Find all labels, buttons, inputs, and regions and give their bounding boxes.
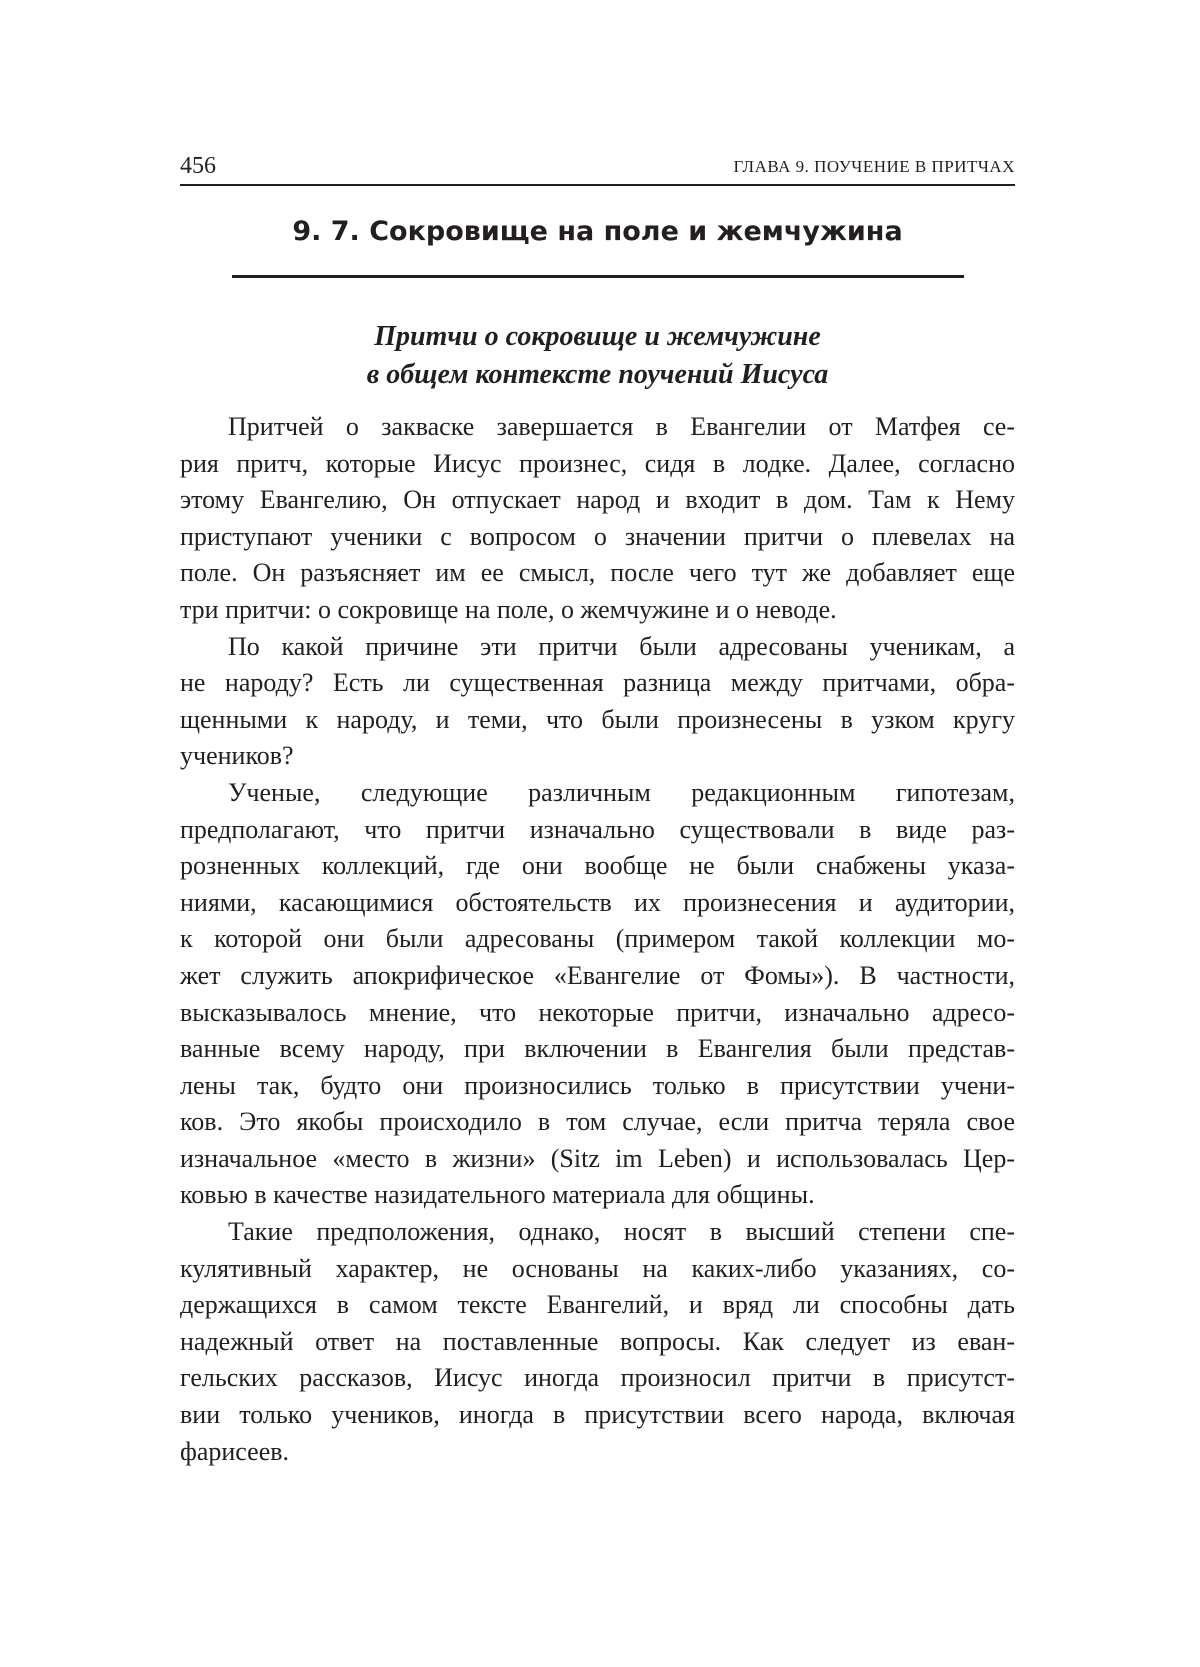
text-line: изначальное «место в жизни» (Sitz im Leben) и использовалась Цер- bbox=[180, 1143, 1015, 1173]
paragraph-3 bbox=[180, 775, 1015, 1214]
text-line: учеников? bbox=[180, 741, 294, 771]
text-line: поле. Он разъясняет им ее смысл, после чего тут же добавляет еще bbox=[180, 558, 1015, 588]
text-line: три притчи: о сокровище на поле, о жемчужине и о неводе. bbox=[180, 594, 837, 624]
section-title: 9. 7. Сокровище на поле и жемчужина bbox=[292, 216, 903, 247]
text-line: фарисеев. bbox=[180, 1436, 290, 1466]
paragraph-4 bbox=[180, 1214, 1015, 1470]
running-header bbox=[180, 148, 1015, 186]
text-line: розненных коллекций, где они вообще не были снабжены указа- bbox=[180, 851, 1015, 881]
title-rule bbox=[232, 275, 964, 278]
text-line: ковью в качестве назидательного материала для общины. bbox=[180, 1180, 815, 1210]
subtitle-line: Притчи о сокровище и жемчужине bbox=[374, 321, 821, 352]
text-line: ков. Это якобы происходило в том случае, если притча теряла свое bbox=[180, 1107, 1015, 1137]
text-line: Такие предположения, однако, носят в высший степени спе- bbox=[228, 1217, 1015, 1247]
text-line: к которой они были адресованы (примером такой коллекции мо- bbox=[180, 924, 1015, 954]
text-line: надежный ответ на поставленные вопросы. Как следует из еван- bbox=[180, 1326, 1015, 1356]
text-line: высказывалось мнение, что некоторые притчи, изначально адресо- bbox=[180, 997, 1015, 1027]
text-line: щенными к народу, и теми, что были произнесены в узком кругу bbox=[180, 704, 1015, 734]
text-line: рия притч, которые Иисус произнес, сидя в лодке. Далее, согласно bbox=[180, 448, 1015, 478]
text-line: Притчей о закваске завершается в Евангелии от Матфея се- bbox=[228, 412, 1015, 441]
subtitle-line: в общем контексте поучений Иисуса bbox=[366, 359, 829, 390]
text-line: кулятивный характер, не основаны на каких-либо указаниях, со- bbox=[180, 1253, 1015, 1283]
text-line: гельских рассказов, Иисус иногда произносил притчи в присутст- bbox=[180, 1363, 1015, 1393]
text-line: Ученые, следующие различным редакционным гипотезам, bbox=[228, 777, 1015, 807]
text-line: лены так, будто они произносились только в присутствии учени- bbox=[180, 1070, 1015, 1100]
text-line: По какой причине эти притчи были адресованы ученикам, а bbox=[228, 631, 1015, 661]
chapter-title: ГЛАВА 9. ПОУЧЕНИЕ В ПРИТЧАХ bbox=[733, 157, 1015, 176]
text-line: держащихся в самом тексте Евангелий, и вряд ли способны дать bbox=[180, 1290, 1015, 1320]
text-line: жет служить апокрифическое «Евангелие от Фомы»). В частности, bbox=[180, 960, 1015, 990]
text-line: приступают ученики с вопросом о значении притчи о плевелах на bbox=[180, 521, 1015, 551]
text-line: ванные всему народу, при включении в Евангелия были представ- bbox=[180, 1034, 1015, 1064]
text-line: этому Евангелию, Он отпускает народ и входит в дом. Там к Нему bbox=[180, 485, 1015, 515]
text-line: предполагают, что притчи изначально существовали в виде раз- bbox=[180, 814, 1015, 844]
text-line: вии только учеников, иногда в присутствии всего народа, включая bbox=[180, 1400, 1015, 1430]
text-line: не народу? Есть ли существенная разница между притчами, обра- bbox=[180, 668, 1015, 698]
paragraph-1 bbox=[180, 409, 1015, 629]
body-text bbox=[180, 409, 1015, 1470]
subsection-subtitle bbox=[180, 318, 1015, 394]
page-number: 456 bbox=[180, 153, 216, 179]
paragraph-2 bbox=[180, 629, 1015, 775]
text-line: ниями, касающимися обстоятельств их произнесения и аудитории, bbox=[180, 887, 1015, 917]
